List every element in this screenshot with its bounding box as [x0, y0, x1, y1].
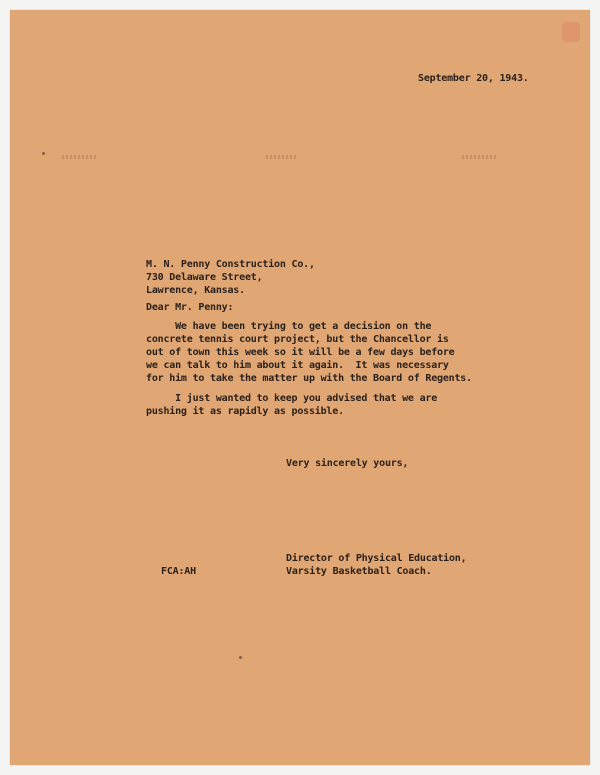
- faint-header-mark-left: [62, 155, 96, 159]
- signature-title-line: Varsity Basketball Coach.: [286, 566, 432, 577]
- body-line: concrete tennis court project, but the Chancellor is: [146, 334, 449, 345]
- recipient-street: 730 Delaware Street,: [146, 272, 263, 283]
- body-line: I just wanted to keep you advised that we are: [146, 393, 438, 404]
- signature-title-line: Director of Physical Education,: [286, 553, 467, 564]
- faint-header-mark-right: [462, 155, 496, 159]
- letter-date: September 20, 1943.: [418, 73, 529, 84]
- body-line: we can talk to him about it again. It was necessary: [146, 360, 449, 371]
- body-line: pushing it as rapidly as possible.: [146, 406, 344, 417]
- salutation: Dear Mr. Penny:: [146, 302, 234, 313]
- letter-page: [10, 10, 590, 765]
- faint-header-mark-center: [266, 155, 298, 159]
- corner-stamp-mark: [562, 22, 580, 42]
- recipient-name: M. N. Penny Construction Co.,: [146, 259, 315, 270]
- bottom-dot: [239, 656, 242, 659]
- body-line: for him to take the matter up with the Board of Regents.: [146, 373, 472, 384]
- body-line: out of town this week so it will be a few days before: [146, 347, 455, 358]
- closing: Very sincerely yours,: [286, 458, 409, 469]
- margin-dot: [42, 152, 45, 155]
- reference-initials: FCA:AH: [161, 566, 196, 577]
- recipient-city: Lawrence, Kansas.: [146, 285, 245, 296]
- body-line: We have been trying to get a decision on the: [146, 321, 432, 332]
